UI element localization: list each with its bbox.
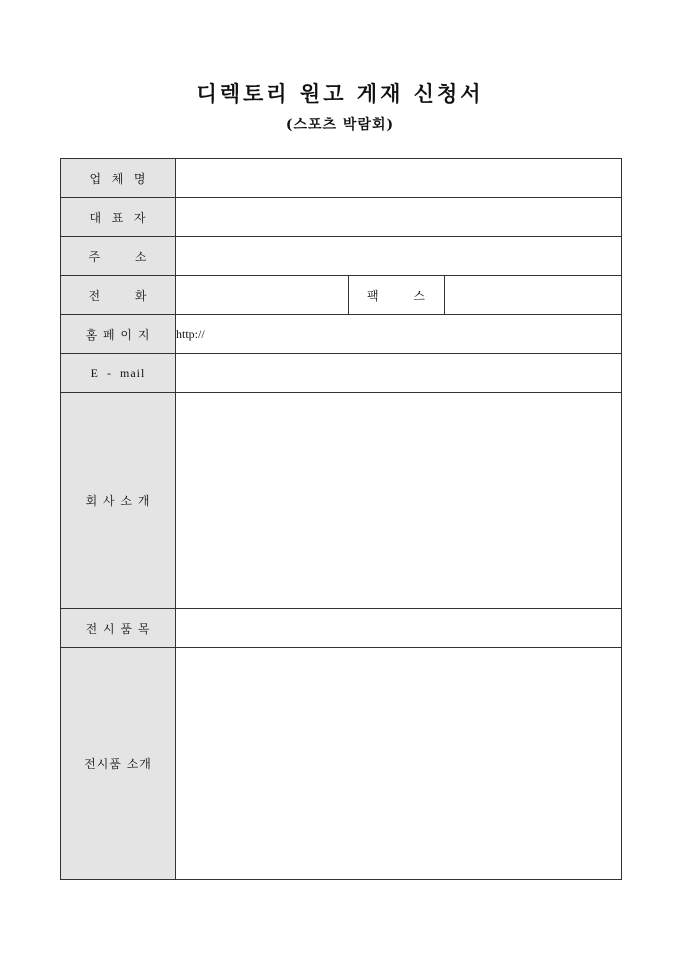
row-address — [61, 237, 622, 276]
exhibit-items-label: 전 시 품 목 — [61, 609, 176, 648]
ceo-field[interactable] — [176, 198, 622, 237]
company-intro-label: 회 사 소 개 — [61, 393, 176, 609]
application-form-table — [60, 158, 622, 880]
company-name-field[interactable] — [176, 159, 622, 198]
email-field[interactable] — [176, 354, 622, 393]
phone-field[interactable] — [176, 276, 349, 315]
company-intro-field[interactable] — [176, 393, 622, 609]
row-exhibit-items — [61, 609, 622, 648]
row-phone-fax — [61, 276, 622, 315]
row-homepage — [61, 315, 622, 354]
address-label: 주 소 — [61, 237, 176, 276]
row-ceo — [61, 198, 622, 237]
row-company-intro — [61, 393, 622, 609]
homepage-field[interactable]: http:// — [176, 315, 622, 354]
fax-field[interactable] — [445, 276, 622, 315]
company-name-label: 업 체 명 — [61, 159, 176, 198]
fax-label: 팩 스 — [349, 276, 445, 315]
document-subtitle: (스포츠 박람회) — [285, 117, 395, 133]
phone-label: 전 화 — [61, 276, 176, 315]
homepage-label: 홈 페 이 지 — [61, 315, 176, 354]
exhibit-intro-label: 전시품 소개 — [61, 648, 176, 880]
exhibit-items-field[interactable] — [176, 609, 622, 648]
document-title: 디렉토리 원고 게재 신청서 — [196, 81, 484, 106]
row-email — [61, 354, 622, 393]
exhibit-intro-field[interactable] — [176, 648, 622, 880]
email-label: E - mail — [61, 354, 176, 393]
row-company — [61, 159, 622, 198]
row-exhibit-intro — [61, 648, 622, 880]
ceo-label: 대 표 자 — [61, 198, 176, 237]
address-field[interactable] — [176, 237, 622, 276]
